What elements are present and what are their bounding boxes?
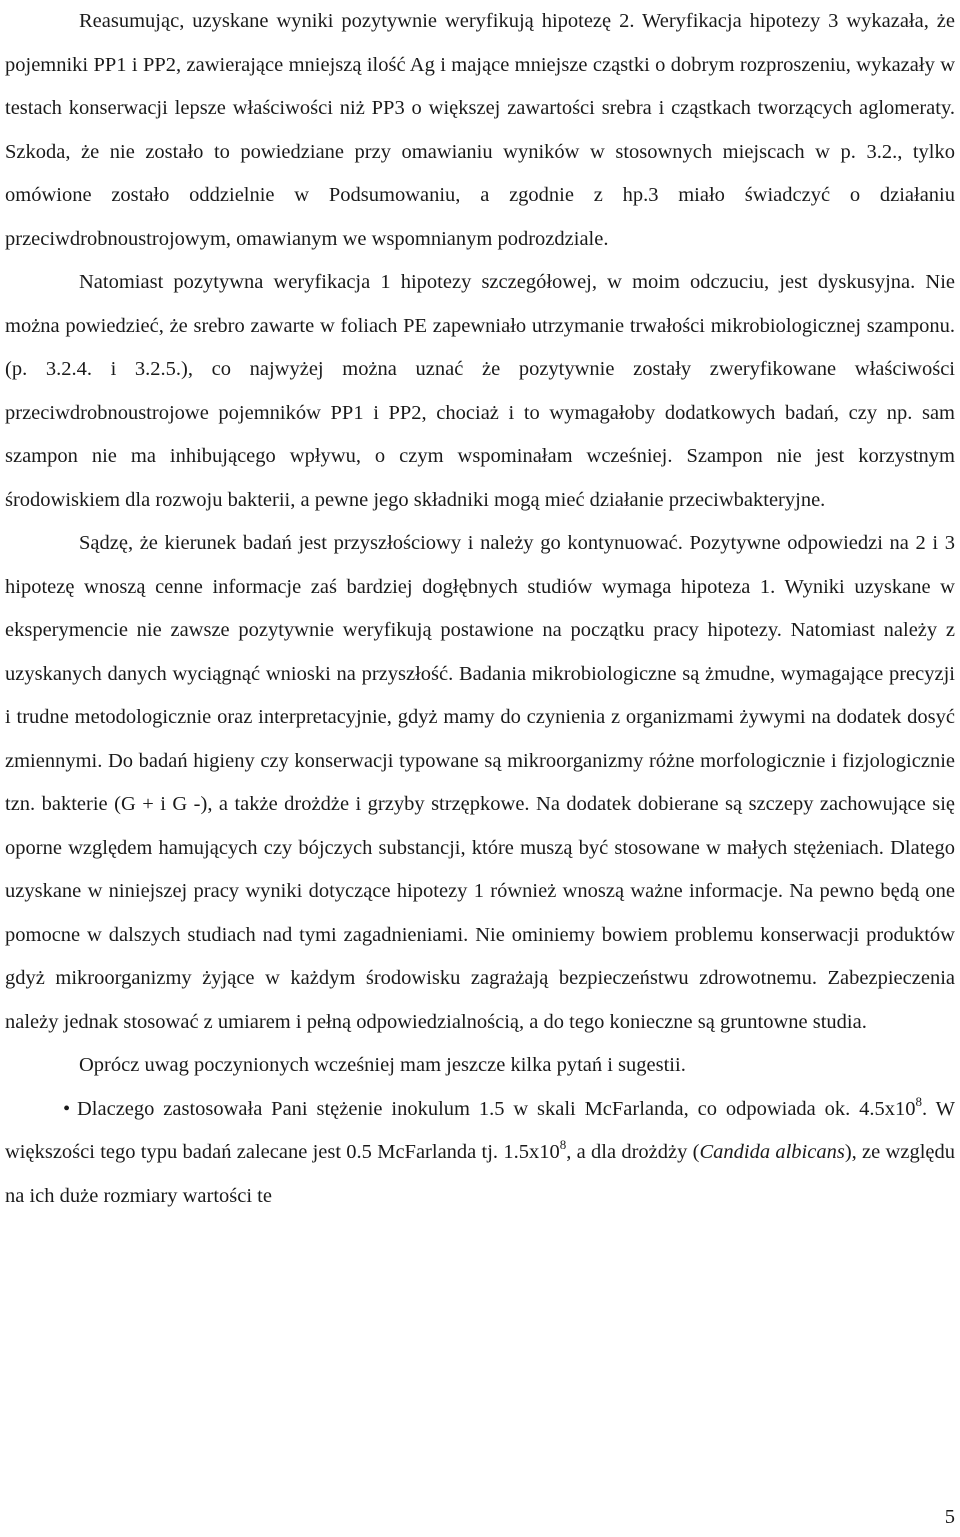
page-number: 5 xyxy=(944,1506,955,1528)
document-page xyxy=(5,0,955,1218)
bullet-item-inoculum xyxy=(5,1088,955,1219)
bullet-icon: • xyxy=(63,1097,71,1120)
exponent-2: 8 xyxy=(559,1137,567,1152)
exponent-1: 8 xyxy=(915,1093,923,1109)
paragraph-research-direction: Sądzę, że kierunek badań jest przyszłościowy i należy go kontynuować. Pozytywne odpowiedzi na 2 i 3 hipotezę wnoszą cenne informacje zaś bardziej dogłębnych studiów wymaga hipoteza 1. Wyniki uzyskane w eksperymencie nie zawsze pozytywnie weryfikują postawione na początku pracy hipotezy. Natomiast należy z uzyskanych danych wyciągnąć wnioski na przyszłość. Badania mikrobiologiczne są żmudne, wymagające precyzji i trudne metodologicznie oraz interpretacyjnie, gdyż mamy do czynienia z organizmami żywymi na dodatek dosyć zmiennymi. Do badań higieny czy konserwacji typowane są mikroorganizmy różne morfologicznie i fizjologicznie tzn. bakterie (G + i G -), a także drożdże i grzyby strzępkowe. Na dodatek dobierane są szczepy zachowujące się oporne względem hamujących czy bójczych substancji, które muszą być stosowane w małych stężeniach. Dlatego uzyskane w niniejszej pracy wyniki dotyczące hipotezy 1 również wnoszą ważne informacje. Na pewno będą one pomocne w dalszych studiach nad tymi zagadnieniami. Nie ominiemy bowiem problemu konserwacji produktów gdyż mikroorganizmy żyjące w każdym środowisku zagrażają bezpieczeństwu zdrowotnemu. Zabezpieczenia należy jednak stosować z umiarem i pełną odpowiedzialnością, a do tego konieczne są gruntowne studia. xyxy=(5,532,955,1033)
species-name: Candida albicans xyxy=(699,1141,845,1163)
bullet-text-part-4: ), ze względu na ich duże rozmiary wartości te xyxy=(5,1141,955,1207)
bullet-text-part-1: Dlaczego zastosowała Pani stężenie inokulum 1.5 w skali McFarlanda, co odpowiada ok. 4.5x10 xyxy=(77,1097,916,1120)
paragraph-questions-intro: Oprócz uwag poczynionych wcześniej mam jeszcze kilka pytań i sugestii. xyxy=(79,1054,686,1076)
paragraph-summary: Reasumując, uzyskane wyniki pozytywnie weryfikują hipotezę 2. Weryfikacja hipotezy 3 wykazała, że pojemniki PP1 i PP2, zawierające mniejszą ilość Ag i mające mniejsze cząstki o dobrym rozproszeniu, wykazały w testach konserwacji lepsze właściwości niż PP3 o większej zawartości srebra i cząstkach tworzących aglomeraty. Szkoda, że nie zostało to powiedziane przy omawianiu wyników w stosownych miejscach w p. 3.2., tylko omówione zostało oddzielnie w Podsumowaniu, a zgodnie z hp.3 miało świadczyć o działaniu przeciwdrobnoustrojowym, omawianym we wspomnianym podrozdziale. xyxy=(5,10,955,250)
paragraph-hypothesis-1: Natomiast pozytywna weryfikacja 1 hipotezy szczegółowej, w moim odczuciu, jest dyskusyjna. Nie można powiedzieć, że srebro zawarte w foliach PE zapewniało utrzymanie trwałości mikrobiologicznej szamponu. (p. 3.2.4. i 3.2.5.), co najwyżej można uznać że pozytywnie zostały zweryfikowane właściwości przeciwdrobnoustrojowe pojemników PP1 i PP2, chociaż i to wymagałoby dodatkowych badań, czy np. sam szampon nie ma inhibującego wpływu, o czym wspominałam wcześniej. Szampon nie jest korzystnym środowiskiem dla rozwoju bakterii, a pewne jego składniki mogą mieć działanie przeciwbakteryjne. xyxy=(5,271,955,511)
bullet-text-part-2: . W większości tego typu badań zalecane jest 0.5 McFarlanda tj. 1.5x10 xyxy=(5,1097,956,1163)
bullet-text-part-3: , a dla drożdży ( xyxy=(566,1141,700,1163)
